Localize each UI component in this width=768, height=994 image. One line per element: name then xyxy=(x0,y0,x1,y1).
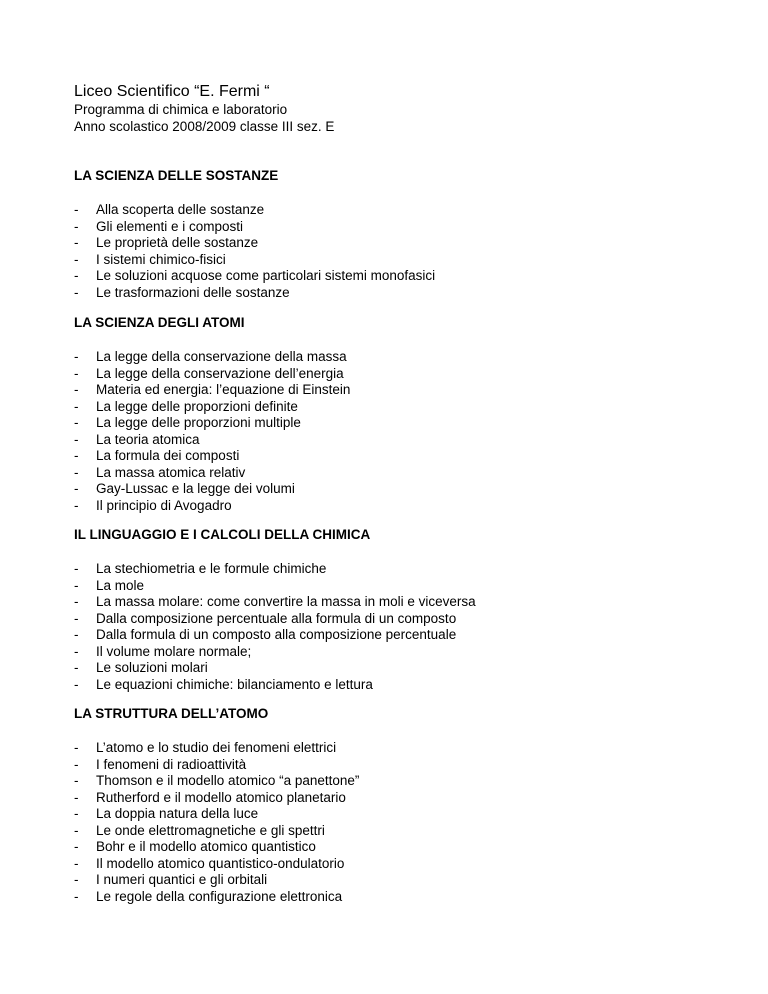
list-item xyxy=(74,498,734,515)
bullet-dash: - xyxy=(74,415,79,430)
section-scienza-sostanze xyxy=(74,168,734,301)
list-item xyxy=(74,432,734,449)
bullet-dash: - xyxy=(74,464,79,480)
bullet-dash: - xyxy=(74,888,79,904)
bullet-dash: - xyxy=(74,218,79,234)
list-item-text: Le trasformazioni delle sostanze xyxy=(96,284,290,300)
list-item xyxy=(74,349,734,366)
bullet-dash: - xyxy=(74,561,79,576)
list-item xyxy=(74,465,734,482)
bullet-dash: - xyxy=(74,676,79,692)
bullet-dash: - xyxy=(74,268,79,283)
list-item xyxy=(74,594,734,611)
bullet-dash: - xyxy=(74,431,79,447)
list-item-text: La massa molare: come convertire la massa in moli e viceversa xyxy=(96,594,476,609)
bullet-dash: - xyxy=(74,855,79,871)
list-item-text: Le equazioni chimiche: bilanciamento e lettura xyxy=(96,676,373,692)
list-item xyxy=(74,757,734,774)
bullet-dash: - xyxy=(74,284,79,300)
list-item xyxy=(74,415,734,432)
list-item xyxy=(74,740,734,757)
list-item-text: La teoria atomica xyxy=(96,431,200,447)
list-item-text: Gay-Lussac e la legge dei volumi xyxy=(96,481,295,496)
bullet-dash: - xyxy=(74,235,79,250)
bullet-dash: - xyxy=(74,448,79,463)
section-heading: IL LINGUAGGIO E I CALCOLI DELLA CHIMICA xyxy=(74,527,371,542)
topic-list xyxy=(74,561,734,693)
bullet-dash: - xyxy=(74,251,79,267)
list-item xyxy=(74,202,734,219)
section-heading: LA STRUTTURA DELL’ATOMO xyxy=(74,706,269,721)
list-item-text: Dalla composizione percentuale alla formula di un composto xyxy=(96,610,457,626)
list-item xyxy=(74,561,734,578)
list-item-text: La legge delle proporzioni definite xyxy=(96,398,298,414)
list-item xyxy=(74,235,734,252)
list-item xyxy=(74,856,734,873)
list-item-text: La formula dei composti xyxy=(96,448,240,463)
list-item-text: La stechiometria e le formule chimiche xyxy=(96,561,327,576)
topic-list xyxy=(74,202,734,301)
list-item-text: Thomson e il modello atomico “a panettone” xyxy=(96,773,360,788)
bullet-dash: - xyxy=(74,497,79,513)
bullet-dash: - xyxy=(74,789,79,805)
list-item xyxy=(74,448,734,465)
list-item xyxy=(74,285,734,302)
bullet-dash: - xyxy=(74,839,79,854)
section-scienza-atomi xyxy=(74,315,734,514)
list-item-text: Le soluzioni molari xyxy=(96,660,208,675)
list-item-text: La legge della conservazione della massa xyxy=(96,349,347,364)
list-item-text: I sistemi chimico-fisici xyxy=(96,251,226,267)
list-item xyxy=(74,839,734,856)
list-item xyxy=(74,578,734,595)
bullet-dash: - xyxy=(74,806,79,821)
bullet-dash: - xyxy=(74,643,79,659)
bullet-dash: - xyxy=(74,740,79,755)
section-heading: LA SCIENZA DELLE SOSTANZE xyxy=(74,168,279,183)
section-heading: LA SCIENZA DEGLI ATOMI xyxy=(74,315,245,330)
bullet-dash: - xyxy=(74,872,79,887)
bullet-dash: - xyxy=(74,481,79,496)
bullet-dash: - xyxy=(74,627,79,642)
list-item-text: I fenomeni di radioattività xyxy=(96,756,247,772)
list-item xyxy=(74,790,734,807)
list-item-text: La mole xyxy=(96,577,145,593)
bullet-dash: - xyxy=(74,398,79,414)
list-item xyxy=(74,366,734,383)
list-item xyxy=(74,660,734,677)
list-item-text: La massa atomica relativ xyxy=(96,464,246,480)
list-item-text: Rutherford e il modello atomico planetario xyxy=(96,789,346,805)
list-item xyxy=(74,611,734,628)
list-item-text: Le onde elettromagnetiche e gli spettri xyxy=(96,822,325,838)
list-item xyxy=(74,481,734,498)
list-item xyxy=(74,627,734,644)
list-item-text: Dalla formula di un composto alla composizione percentuale xyxy=(96,627,457,642)
bullet-dash: - xyxy=(74,382,79,397)
list-item xyxy=(74,219,734,236)
bullet-dash: - xyxy=(74,349,79,364)
list-item xyxy=(74,889,734,906)
list-item-text: La legge delle proporzioni multiple xyxy=(96,415,301,430)
list-item xyxy=(74,823,734,840)
list-item-text: Il principio di Avogadro xyxy=(96,497,232,513)
list-item-text: Le proprietà delle sostanze xyxy=(96,235,259,250)
list-item xyxy=(74,872,734,889)
bullet-dash: - xyxy=(74,822,79,838)
list-item-text: Gli elementi e i composti xyxy=(96,218,244,234)
school-year-subtitle: Anno scolastico 2008/2009 classe III sez. E xyxy=(74,119,335,134)
list-item-text: L’atomo e lo studio dei fenomeni elettrici xyxy=(96,740,337,755)
list-item-text: La legge della conservazione dell’energia xyxy=(96,365,344,381)
list-item xyxy=(74,382,734,399)
bullet-dash: - xyxy=(74,756,79,772)
school-title: Liceo Scientifico “E. Fermi “ xyxy=(74,83,270,100)
bullet-dash: - xyxy=(74,202,79,217)
list-item xyxy=(74,773,734,790)
topic-list xyxy=(74,740,734,905)
list-item-text: Materia ed energia: l’equazione di Einstein xyxy=(96,382,351,397)
bullet-dash: - xyxy=(74,773,79,788)
list-item-text: Il volume molare normale; xyxy=(96,643,252,659)
list-item xyxy=(74,252,734,269)
list-item-text: La doppia natura della luce xyxy=(96,806,259,821)
list-item xyxy=(74,268,734,285)
list-item xyxy=(74,806,734,823)
list-item-text: Le soluzioni acquose come particolari sistemi monofasici xyxy=(96,268,436,283)
list-item-text: Il modello atomico quantistico-ondulatorio xyxy=(96,855,345,871)
section-struttura-atomo xyxy=(74,706,734,905)
course-subtitle: Programma di chimica e laboratorio xyxy=(74,102,288,117)
bullet-dash: - xyxy=(74,610,79,626)
list-item-text: I numeri quantici e gli orbitali xyxy=(96,872,268,887)
bullet-dash: - xyxy=(74,594,79,609)
list-item xyxy=(74,399,734,416)
list-item xyxy=(74,677,734,694)
list-item-text: Le regole della configurazione elettronica xyxy=(96,888,343,904)
bullet-dash: - xyxy=(74,577,79,593)
bullet-dash: - xyxy=(74,660,79,675)
section-linguaggio-calcoli xyxy=(74,527,734,693)
list-item-text: Alla scoperta delle sostanze xyxy=(96,202,265,217)
topic-list xyxy=(74,349,734,514)
list-item xyxy=(74,644,734,661)
bullet-dash: - xyxy=(74,365,79,381)
list-item-text: Bohr e il modello atomico quantistico xyxy=(96,839,316,854)
